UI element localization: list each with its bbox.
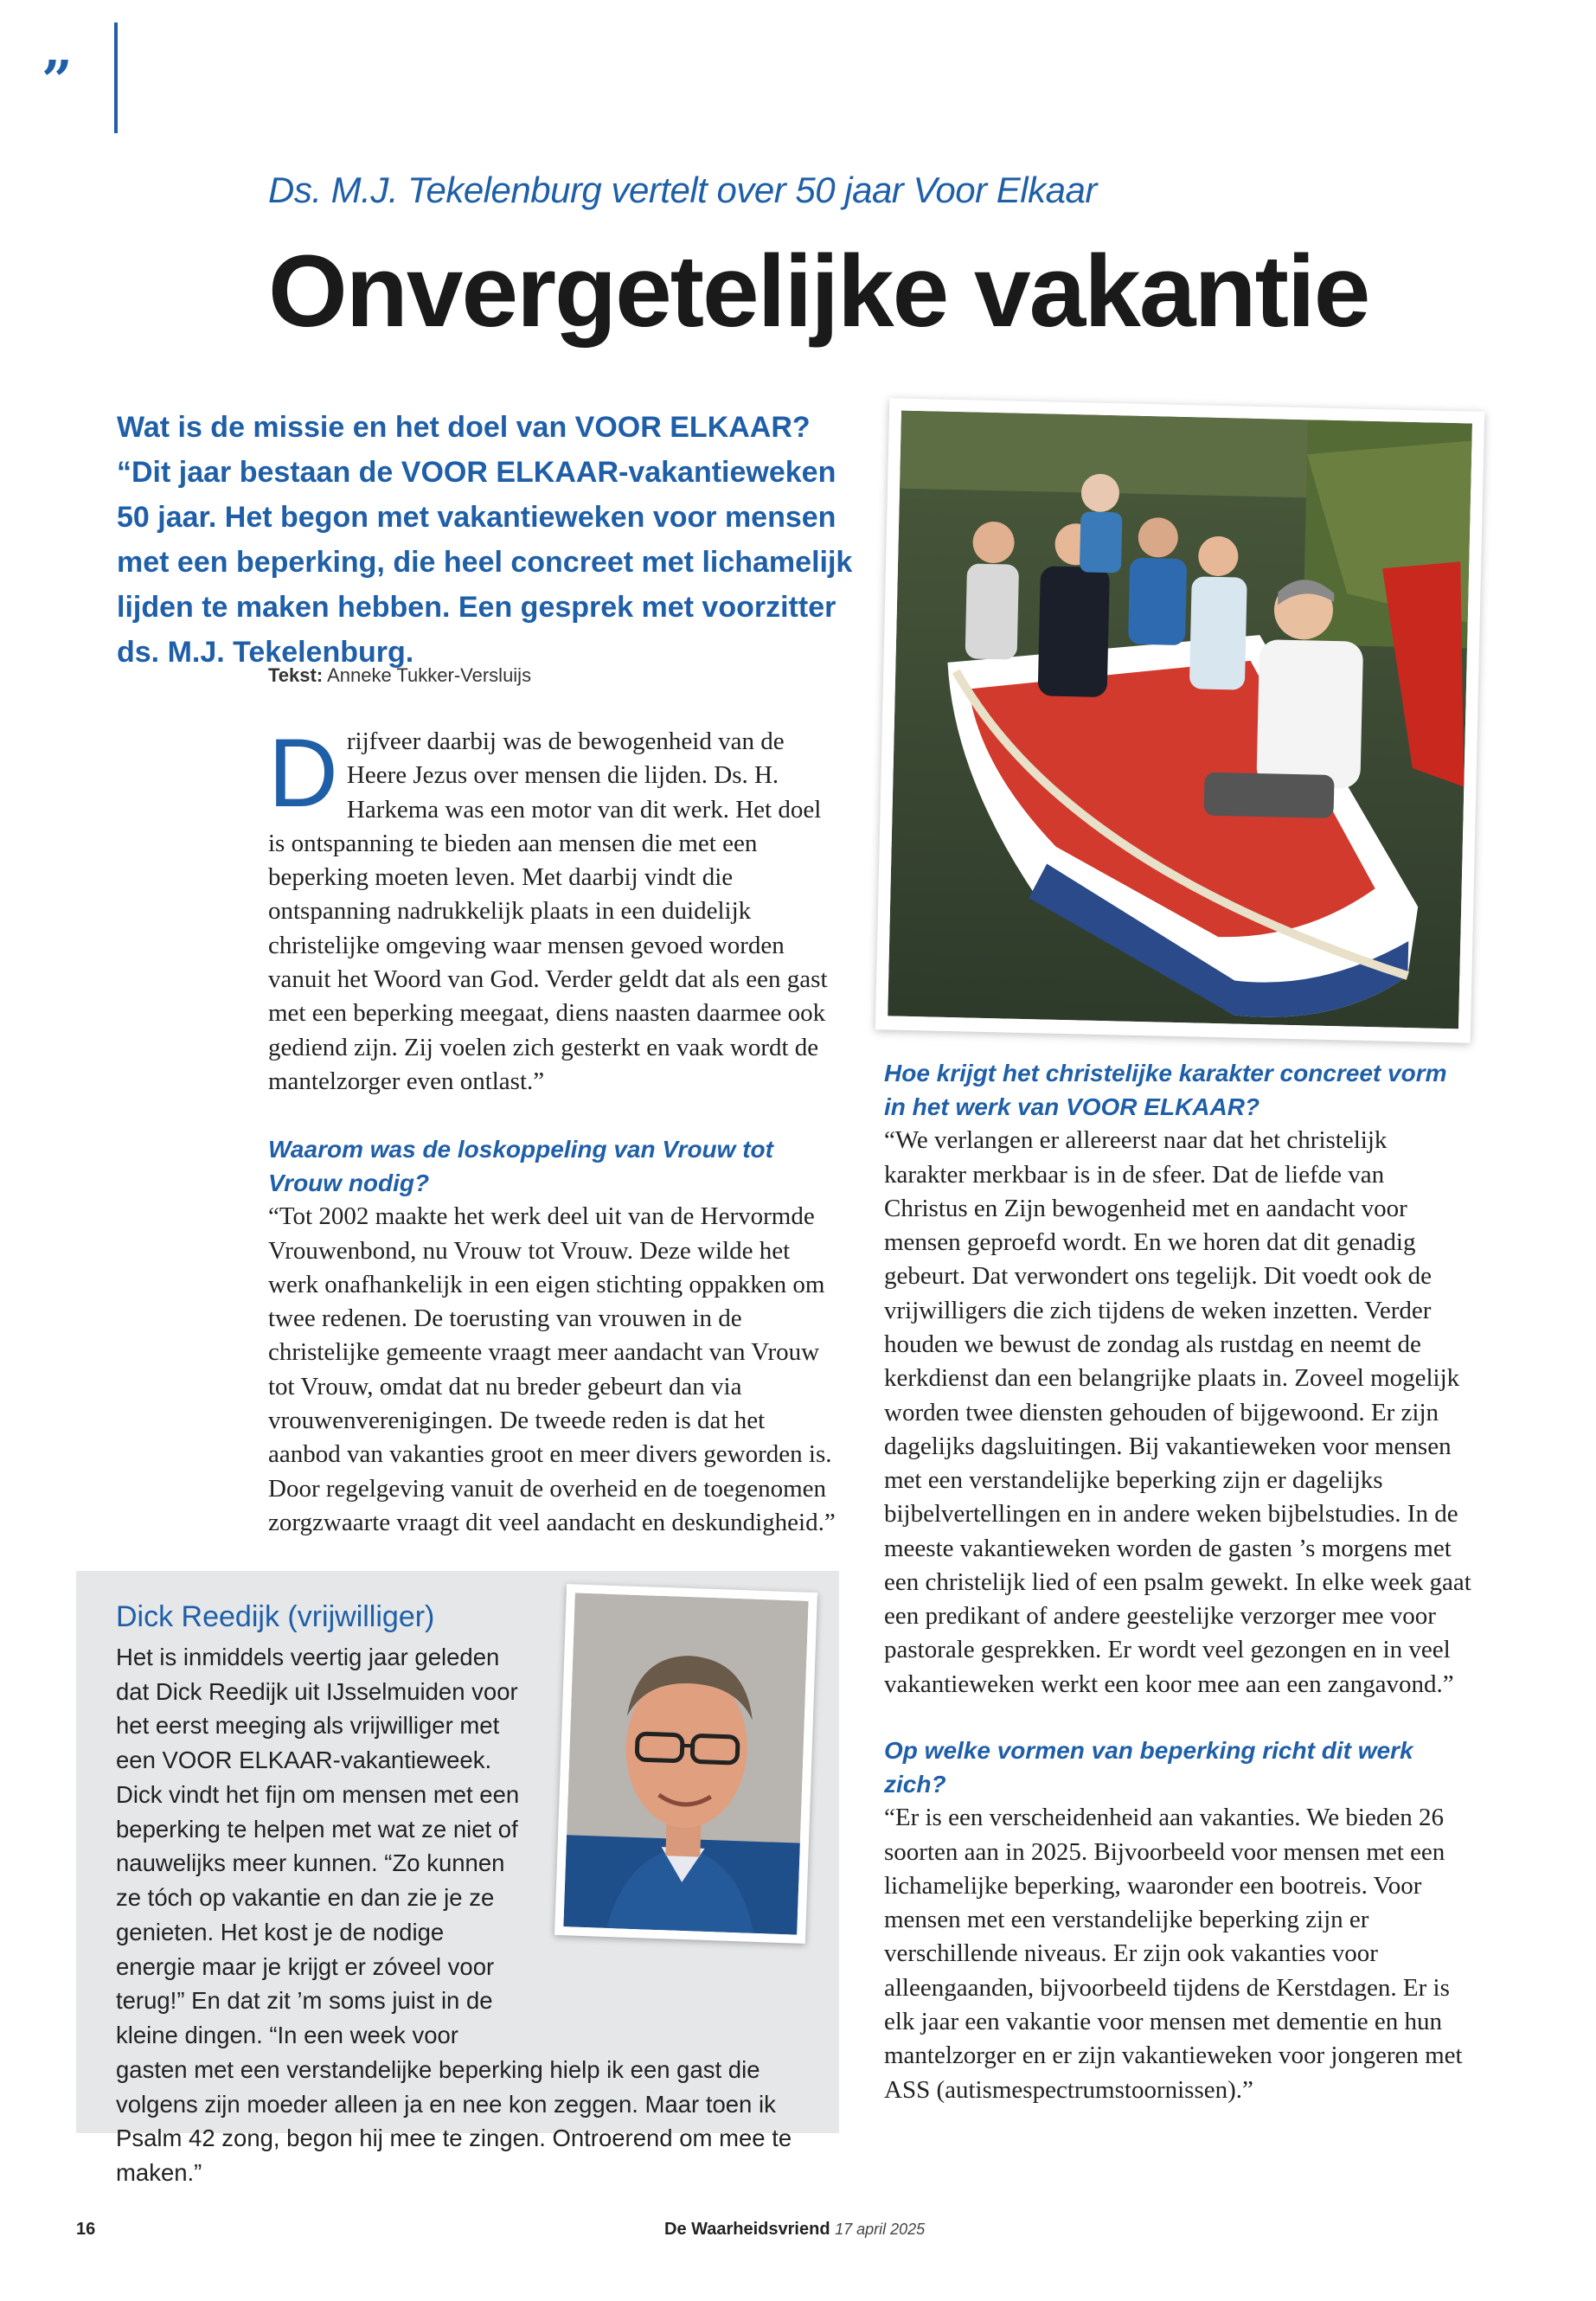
drop-cap: D bbox=[268, 719, 338, 827]
question-3: Op welke vormen van beperking richt dit werk zich? bbox=[884, 1737, 1413, 1798]
byline-author: Anneke Tukker-Versluijs bbox=[327, 664, 532, 686]
question-2: Hoe krijgt het christelijke karakter concreet vorm in het werk van VOOR ELKAAR? bbox=[884, 1060, 1447, 1120]
page-number: 16 bbox=[76, 2220, 96, 2239]
portrait-image bbox=[563, 1593, 808, 1934]
quote-mark-icon: ” bbox=[42, 48, 73, 112]
lead-text: Wat is de missie en het doel van VOOR ELKAAR? “Dit jaar bestaan de VOOR ELKAAR-vakantieweken 50 jaar. Het begon met vakantieweken voor mensen met een beperking, die heel concreet met lichamelijk lijden te maken hebben. Een gesprek met voorzitter ds. M.J. Tekelenburg. bbox=[117, 411, 853, 670]
question-1: Waarom was de loskoppeling van Vrouw tot Vrouw nodig? bbox=[268, 1136, 773, 1196]
answer-1: “Tot 2002 maakte het werk deel uit van de Hervormde Vrouwenbond, nu Vrouw tot Vrouw. Deze wilde het werk onafhankelijk in een eigen stichting oppakken om twee redenen. De toerusting van vrouwen in de christelijke gemeente vraagt meer aandacht van Vrouw tot Vrouw, omdat dat nu breder gebeurt dan via vrouwenverenigingen. De tweede reden is dat het aanbod van vakanties groot en meer divers geworden is. Door regelgeving vanuit de overheid en de toegenomen zorgzwaarte vraagt dit veel aandacht en deskundigheid.” bbox=[268, 1202, 836, 1536]
boat-photo bbox=[875, 398, 1484, 1042]
intro-paragraph bbox=[268, 719, 839, 1099]
article-kicker: Ds. M.J. Tekelenburg vertelt over 50 jaar Voor Elkaar bbox=[268, 170, 1097, 210]
magazine-name: De Waarheidsvriend bbox=[664, 2220, 830, 2239]
answer-2: “We verlangen er allereerst naar dat het christelijk karakter merkbaar is in de sfeer. Dat de liefde van Christus en Zijn bewogenheid met en aandacht voor mensen geproefd wordt. En we horen dat dit genadig gebeurt. Dat verwondert ons tegelijk. Dit voedt ook de vrijwilligers die zich tijdens de weken inzetten. Verder houden we bewust de zondag als rustdag en neemt de kerkdienst dan een belangrijke plaats in. Zoveel mogelijk worden twee diensten gehouden of bijgewoond. Er zijn dagelijks dagsluitingen. Bij vakantieweken voor mensen met een verstandelijke beperking zijn er dagelijks bijbelvertellingen en in andere weken bijbelstudies. In de meeste vakantieweken worden de gasten ’s morgens met een christelijk lied of een psalm gewekt. In elke week gaat een predikant of andere geestelijke verzorger mee voor pastorale gesprekken. Er wordt veel gezongen en in veel vakantieweken werkt een koor mee aan een zangavond.” bbox=[884, 1126, 1471, 1698]
portrait-photo bbox=[554, 1584, 817, 1944]
issue-date: 17 april 2025 bbox=[835, 2221, 926, 2238]
column-1 bbox=[268, 719, 839, 1540]
sidebar-title: Dick Reedijk (vrijwilliger) bbox=[116, 1600, 435, 1633]
header-divider bbox=[114, 22, 118, 133]
magazine-footer bbox=[664, 2220, 925, 2240]
article-headline: Onvergetelijke vakantie bbox=[268, 234, 1369, 349]
sidebar-body: Het is inmiddels veertig jaar geleden dat Dick Reedijk uit IJsselmuiden voor het eerst meeging als vrijwilliger met een VOOR ELKAAR-vakantieweek. Dick vindt het fijn om mensen met een beperking te helpen met wat ze niet of nauwelijks meer kunnen. “Zo kunnen ze tóch op vakantie en dan zie je ze genieten. Het kost je de nodige energie maar je krijgt er zóveel voor terug!” En dat zit ’m soms juist in de kleine dingen. “In een week voor gasten met een verstandelijke beperking hielp ik een gast die volgens zijn moeder alleen ja en nee kon zeggen. Maar toen ik Psalm 42 zong, begon hij mee te zingen. Ontroerend om mee te maken.” bbox=[116, 1644, 792, 2187]
byline bbox=[268, 664, 787, 687]
boat-photo-image bbox=[888, 411, 1472, 1029]
answer-3: “Er is een verscheidenheid aan vakanties. We bieden 26 soorten aan in 2025. Bijvoorbeeld voor mensen met een lichamelijke beperking, waaronder een bootreis. Voor mensen met een verstandelijke beperking zijn er verschillende niveaus. Er zijn ook vakanties voor alleengaanden, bijvoorbeeld tijdens de Kerstdagen. Er is elk jaar een vakantie voor mensen met dementie en hun mantelzorger en er zijn vakantieweken voor jongeren met ASS (autismespectrumstoornissen).” bbox=[884, 1804, 1463, 2104]
intro-text: rijfveer daarbij was de bewogenheid van de Heere Jezus over mensen die lijden. Ds. H. Harkema was een motor van dit werk. Het doel is ontspanning te bieden aan mensen die met een beperking moeten leven. Met daarbij vindt die ontspanning nadrukkelijk plaats in een duidelijk christelijke omgeving waar mensen gevoed worden vanuit het Woord van God. Verder geldt dat als een gast met een beperking meegaat, diens naasten daarmee ook gediend zijn. Zij voelen zich gesterkt en vaak wordt de mantelzorger even ontlast.” bbox=[268, 727, 828, 1095]
article-lead bbox=[117, 405, 861, 675]
column-2 bbox=[884, 1057, 1472, 2107]
byline-label: Tekst: bbox=[268, 664, 324, 686]
